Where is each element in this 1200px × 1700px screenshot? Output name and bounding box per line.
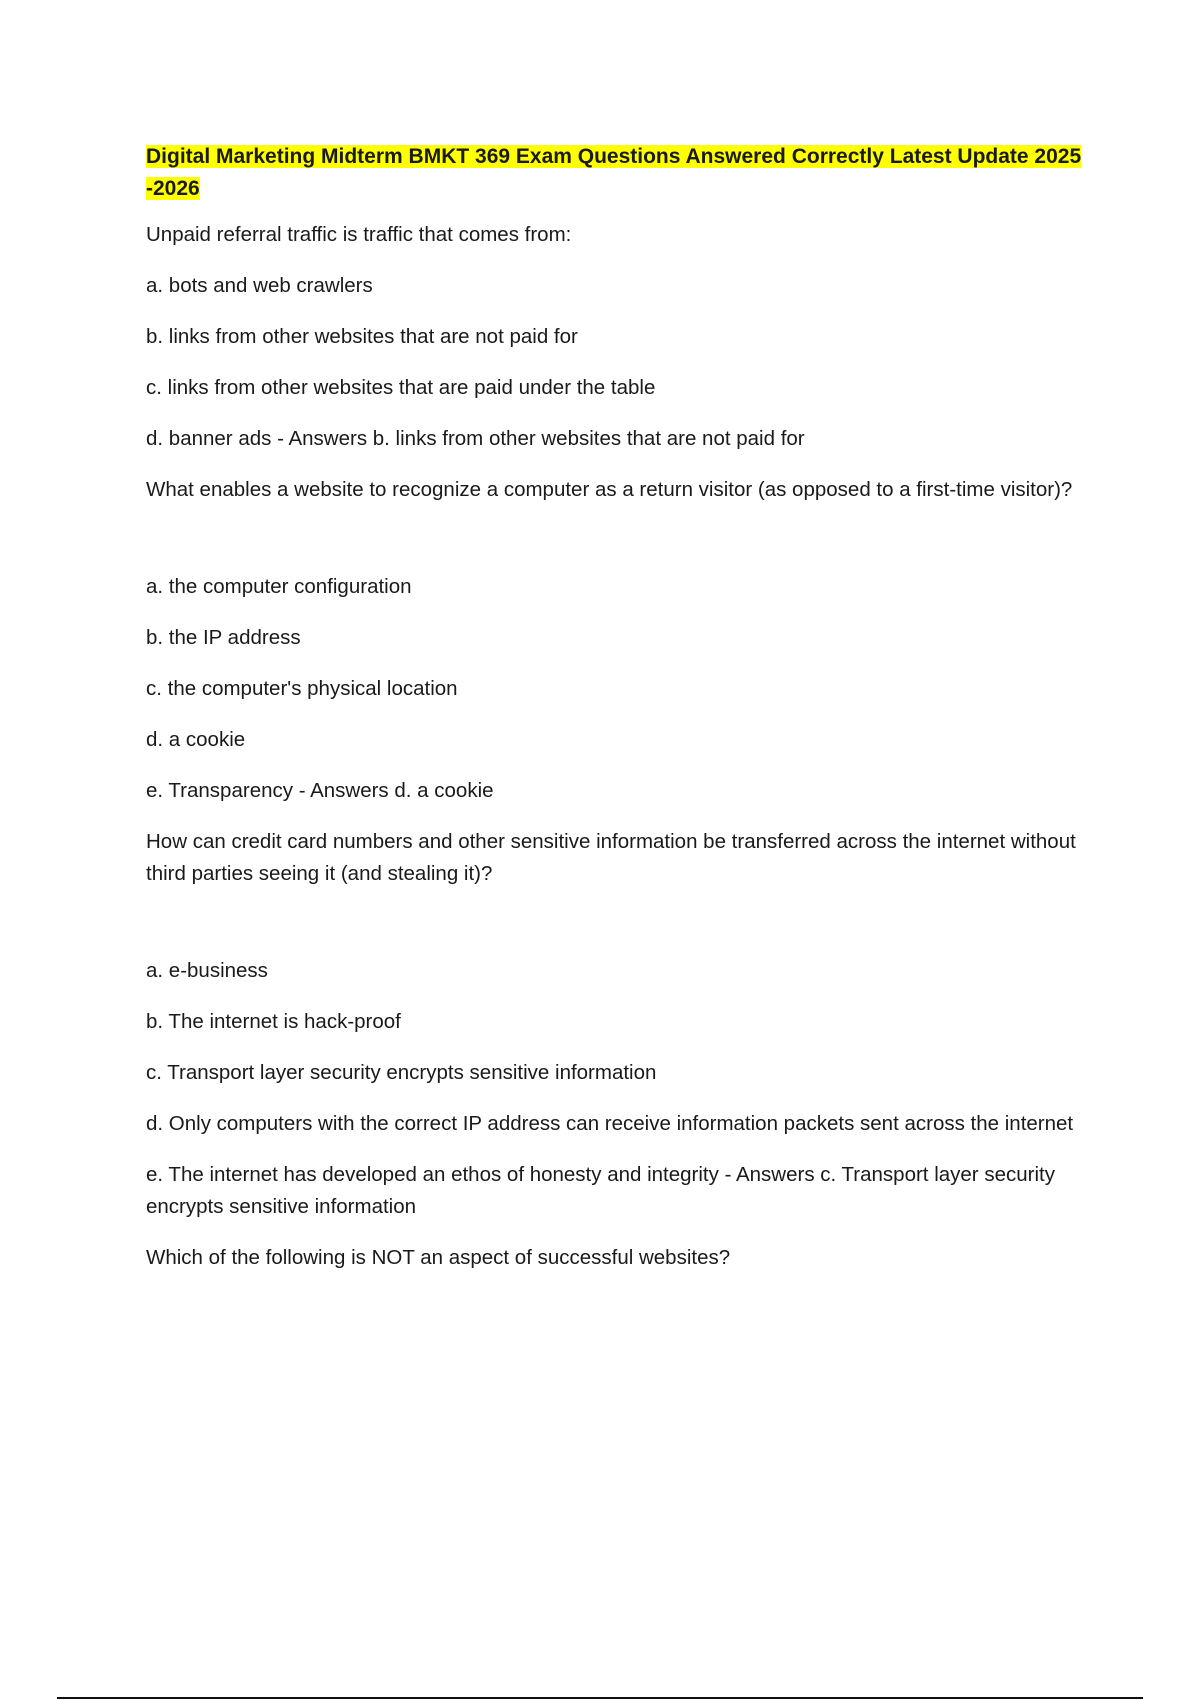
question-1-option-a: a. bots and web crawlers xyxy=(146,274,373,297)
question-3-option-a: a. e-business xyxy=(146,959,268,982)
document-title xyxy=(146,141,1096,205)
question-2-option-c: c. the computer's physical location xyxy=(146,677,458,700)
question-2-prompt: What enables a website to recognize a computer as a return visitor (as opposed to a first-time visitor)? xyxy=(146,478,1073,501)
title-highlight: Digital Marketing Midterm BMKT 369 Exam Questions Answered Correctly Latest Update 2025 -2026 xyxy=(146,145,1082,200)
question-2-option-e-answer: e. Transparency - Answers d. a cookie xyxy=(146,779,494,802)
question-1-option-d-answer: d. banner ads - Answers b. links from other websites that are not paid for xyxy=(146,427,805,450)
question-3-prompt: How can credit card numbers and other sensitive information be transferred across the internet without third parties seeing it (and stealing it)? xyxy=(146,830,1076,885)
question-2-option-a: a. the computer configuration xyxy=(146,575,412,598)
question-1-option-b: b. links from other websites that are not paid for xyxy=(146,325,578,348)
question-1-option-c: c. links from other websites that are paid under the table xyxy=(146,376,656,399)
question-3-option-e-answer: e. The internet has developed an ethos of honesty and integrity - Answers c. Transport layer security encrypts sensitive information xyxy=(146,1163,1055,1218)
question-3-option-c: c. Transport layer security encrypts sensitive information xyxy=(146,1061,657,1084)
footer-divider xyxy=(57,1697,1143,1699)
question-2-option-d: d. a cookie xyxy=(146,728,246,751)
document-page xyxy=(146,141,1096,1293)
question-3-option-d: d. Only computers with the correct IP address can receive information packets sent across the internet xyxy=(146,1112,1074,1135)
question-2-option-b: b. the IP address xyxy=(146,626,301,649)
question-4-prompt: Which of the following is NOT an aspect of successful websites? xyxy=(146,1246,731,1269)
question-1-prompt: Unpaid referral traffic is traffic that comes from: xyxy=(146,223,572,246)
question-3-option-b: b. The internet is hack-proof xyxy=(146,1010,401,1033)
